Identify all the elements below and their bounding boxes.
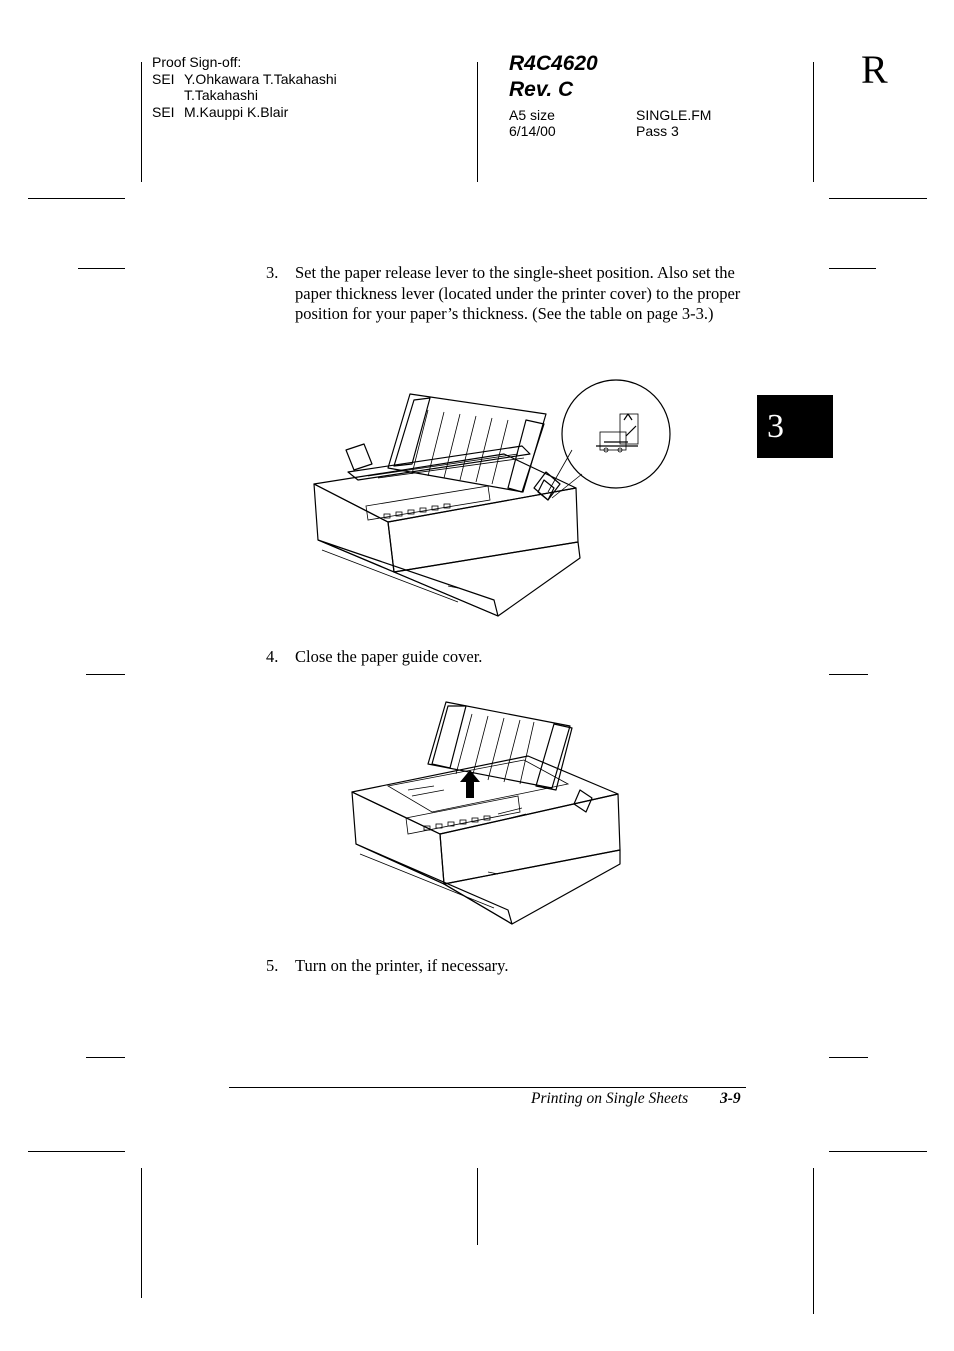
crop-mark-horizontal [829, 198, 927, 199]
crop-mark-vertical [813, 1168, 814, 1314]
printer-close-cover-illustration [348, 694, 624, 926]
document-code: R4C4620 [509, 52, 598, 75]
document-filename: SINGLE.FM [636, 107, 712, 123]
step-number: 4. [266, 647, 279, 666]
crop-mark-vertical [477, 62, 478, 182]
trim-mark [86, 1057, 125, 1058]
crop-mark-horizontal [28, 1151, 125, 1152]
printer-paper-release-lever-illustration [308, 380, 674, 618]
crop-mark-horizontal [28, 198, 125, 199]
trim-mark [829, 268, 876, 269]
crop-mark-vertical [141, 62, 142, 182]
footer-page-number: 3-9 [720, 1090, 741, 1107]
corner-letter: R [861, 47, 888, 92]
crop-mark-horizontal [829, 1151, 927, 1152]
step-text: Set the paper release lever to the single-sheet position. Also set the paper thickness lever (located under the printer cover) to the proper position for your paper’s thickness. (See the table on page 3-3.) [295, 263, 741, 323]
trim-mark [829, 1057, 868, 1058]
trim-mark [829, 674, 868, 675]
trim-mark [86, 674, 125, 675]
proof-signoff-label: Proof Sign-off: [152, 54, 242, 70]
document-date: 6/14/00 [509, 123, 556, 139]
step-number: 3. [266, 263, 279, 282]
signoff-names-line-3: M.Kauppi K.Blair [184, 104, 289, 120]
paper-size: A5 size [509, 107, 555, 123]
step-text: Close the paper guide cover. [295, 647, 483, 666]
signoff-names-line-2: T.Takahashi [184, 87, 258, 103]
step-text: Turn on the printer, if necessary. [295, 956, 509, 975]
chapter-tab: 3 [757, 395, 833, 458]
footer-section-title: Printing on Single Sheets [531, 1090, 689, 1107]
sei-label-1: SEI [152, 71, 175, 87]
step-item [266, 263, 746, 325]
step-item [266, 647, 746, 668]
document-revision: Rev. C [509, 78, 574, 101]
trim-mark [78, 268, 125, 269]
sei-label-2: SEI [152, 104, 175, 120]
footer-rule [229, 1087, 746, 1088]
document-pass: Pass 3 [636, 123, 679, 139]
step-number: 5. [266, 956, 279, 975]
crop-mark-vertical [477, 1168, 478, 1245]
signoff-names-line-1: Y.Ohkawara T.Takahashi [184, 71, 337, 87]
crop-mark-vertical [813, 62, 814, 182]
step-item [266, 956, 746, 977]
crop-mark-vertical [141, 1168, 142, 1298]
